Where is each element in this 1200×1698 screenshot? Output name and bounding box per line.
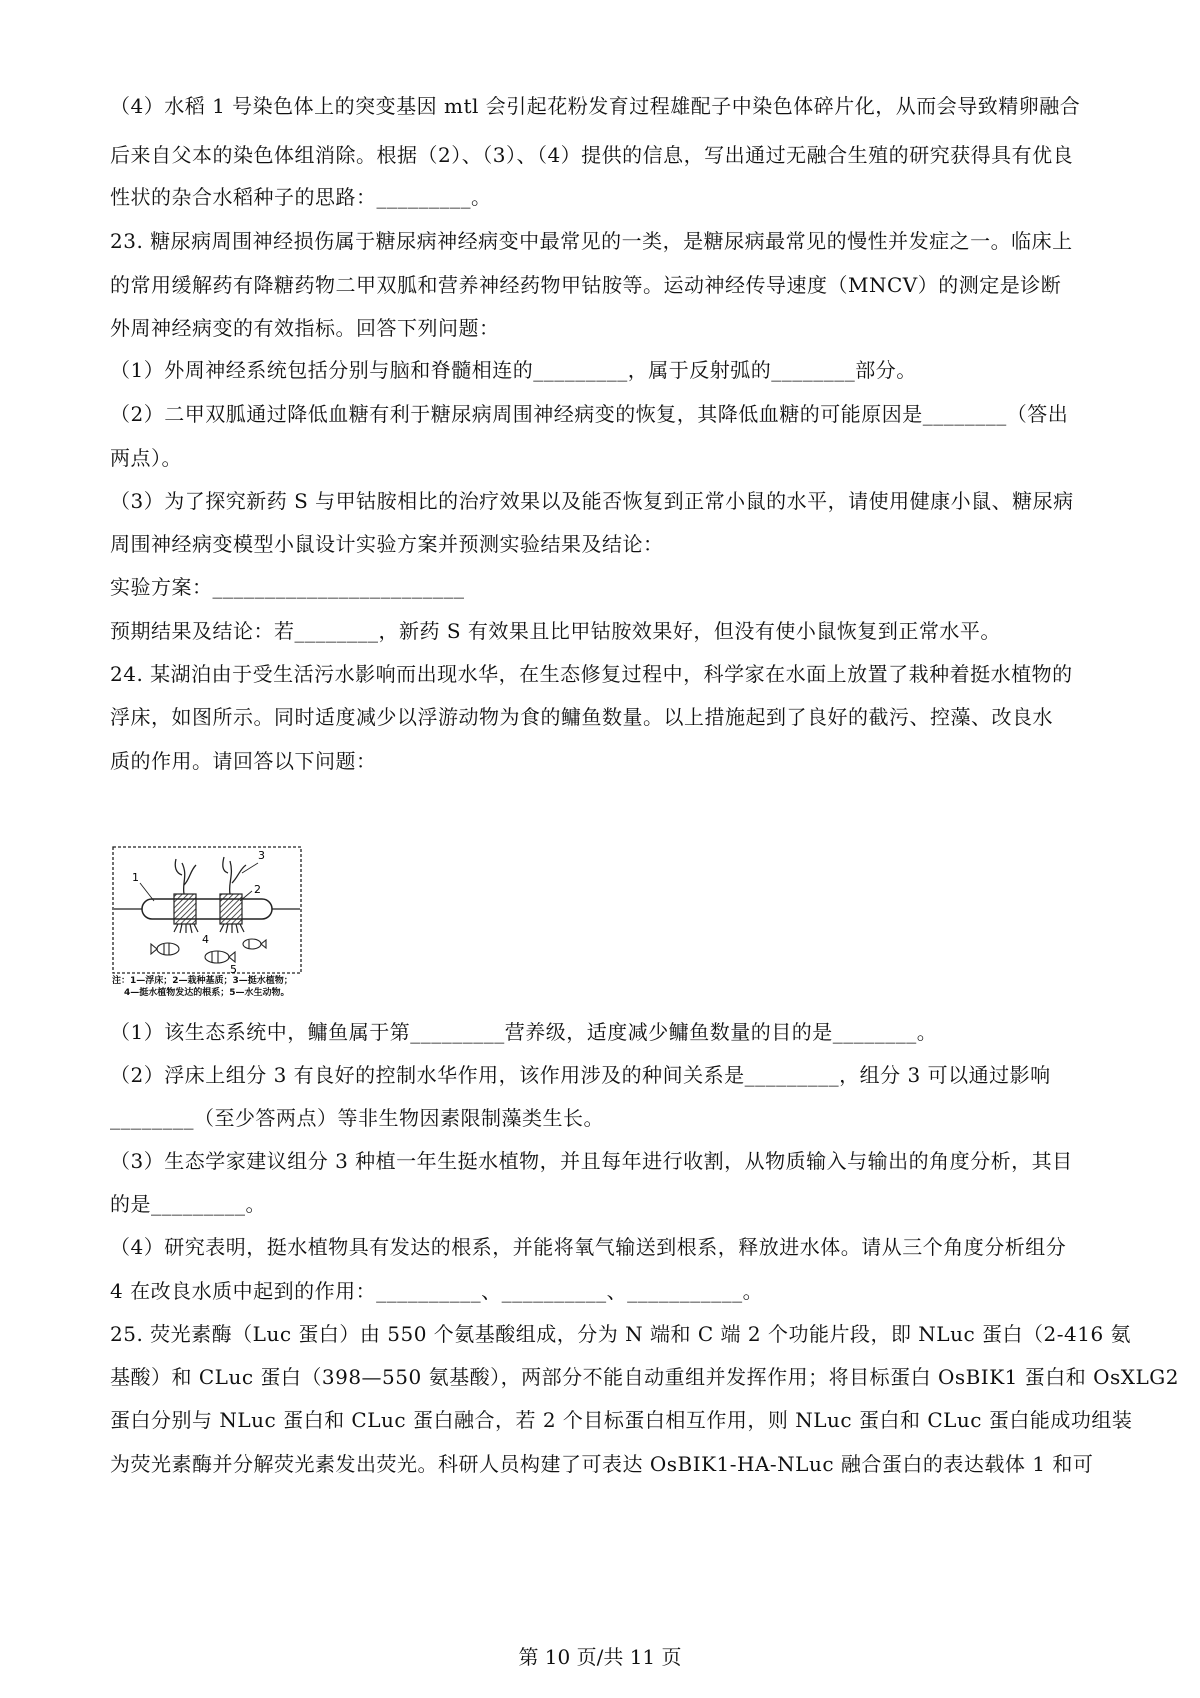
text-line: （4）研究表明，挺水植物具有发达的根系，并能将氧气输送到根系，释放进水体。请从三个角度分析组分: [110, 1235, 1067, 1259]
text-line: 为荧光素酶并分解荧光素发出荧光。科研人员构建了可表达 OsBIK1-HA-NLuc 融合蛋白的表达载体 1 和可: [110, 1452, 1094, 1476]
text-line: 两点）。: [110, 446, 182, 470]
text-line: 后来自父本的染色体组消除。根据（2）、（3）、（4）提供的信息，写出通过无融合生殖的研究获得具有优良: [110, 143, 1074, 167]
text-line: 基酸）和 CLuc 蛋白（398—550 氨基酸），两部分不能自动重组并发挥作用；将目标蛋白 OsBIK1 蛋白和 OsXLG2: [110, 1365, 1179, 1389]
question-25-heading: 25. 荧光素酶（Luc 蛋白）由 550 个氨基酸组成，分为 N 端和 C 端 2 个功能片段，即 NLuc 蛋白（2-416 氨: [110, 1322, 1132, 1346]
floating-bed-shape: [142, 899, 272, 919]
root-system: [220, 924, 244, 933]
substrate-block: [174, 894, 196, 924]
figure-note-line: 4—挺水植物发达的根系；5—水生动物。: [124, 988, 290, 998]
question-23-heading: 23. 糖尿病周围神经损伤属于糖尿病神经病变中最常见的一类，是糖尿病最常见的慢性并发症之一。临床上: [110, 229, 1073, 253]
text-line: 实验方案：________________________: [110, 575, 465, 599]
fish: [243, 939, 266, 949]
text-line: 浮床，如图所示。同时适度减少以浮游动物为食的鳙鱼数量。以上措施起到了良好的截污、控藻、改良水: [110, 705, 1053, 729]
text-line: ________（至少答两点）等非生物因素限制藻类生长。: [110, 1106, 604, 1130]
text-line: （4）水稻 1 号染色体上的突变基因 mtl 会引起花粉发育过程雄配子中染色体碎片化，从而会导致精卵融合: [110, 94, 1081, 118]
text-line: 周围神经病变模型小鼠设计实验方案并预测实验结果及结论：: [110, 532, 664, 556]
text-line: 蛋白分别与 NLuc 蛋白和 CLuc 蛋白融合，若 2 个目标蛋白相互作用，则 NLuc 蛋白和 CLuc 蛋白能成功组装: [110, 1408, 1133, 1432]
figure-label: 1: [132, 871, 139, 884]
text-line: （1）外周神经系统包括分别与脑和脊髓相连的_________，属于反射弧的________部分。: [110, 358, 917, 382]
text-line: 的常用缓解药有降糖药物二甲双胍和营养神经药物甲钴胺等。运动神经传导速度（MNCV）的测定是诊断: [110, 273, 1062, 297]
text-line: 预期结果及结论：若________，新药 S 有效果且比甲钴胺效果好，但没有使小鼠恢复到正常水平。: [110, 619, 1001, 643]
figure-label: 3: [258, 849, 265, 862]
emergent-plant: [223, 857, 246, 894]
page-number: 第 10 页/共 11 页: [518, 1645, 682, 1669]
figure-label: 2: [254, 883, 261, 896]
text-line: 性状的杂合水稻种子的思路：_________。: [110, 185, 492, 209]
fish: [205, 951, 235, 963]
text-line: （3）为了探究新药 S 与甲钴胺相比的治疗效果以及能否恢复到正常小鼠的水平，请使用健康小鼠、糖尿病: [110, 489, 1074, 513]
fish: [151, 943, 179, 955]
question-24-heading: 24. 某湖泊由于受生活污水影响而出现水华，在生态修复过程中，科学家在水面上放置了栽种着挺水植物的: [110, 662, 1073, 686]
figure-note-line: 注：1—浮床；2—栽种基质；3—挺水植物；: [112, 976, 293, 986]
text-line: 的是_________。: [110, 1192, 266, 1216]
emergent-plant: [175, 859, 196, 894]
substrate-block: [220, 894, 242, 924]
text-line: （3）生态学家建议组分 3 种植一年生挺水植物，并且每年进行收割，从物质输入与输出的角度分析，其目: [110, 1149, 1073, 1173]
text-line: 质的作用。请回答以下问题：: [110, 749, 377, 773]
text-line: （2）二甲双胍通过降低血糖有利于糖尿病周围神经病变的恢复，其降低血糖的可能原因是________（答出: [110, 402, 1069, 426]
text-line: （1）该生态系统中，鳙鱼属于第_________营养级，适度减少鳙鱼数量的目的是________。: [110, 1020, 938, 1044]
text-line: 外周神经病变的有效指标。回答下列问题：: [110, 316, 500, 340]
text-line: （2）浮床上组分 3 有良好的控制水华作用，该作用涉及的种间关系是_________，组分 3 可以通过影响: [110, 1063, 1051, 1087]
root-system: [174, 924, 198, 933]
floating-bed-figure: [112, 845, 338, 1035]
figure-label: 4: [202, 933, 209, 946]
floating-bed-diagram: [112, 845, 338, 1035]
text-line: 4 在改良水质中起到的作用：__________、__________、___________。: [110, 1279, 764, 1303]
figure-label: 5: [230, 963, 237, 976]
